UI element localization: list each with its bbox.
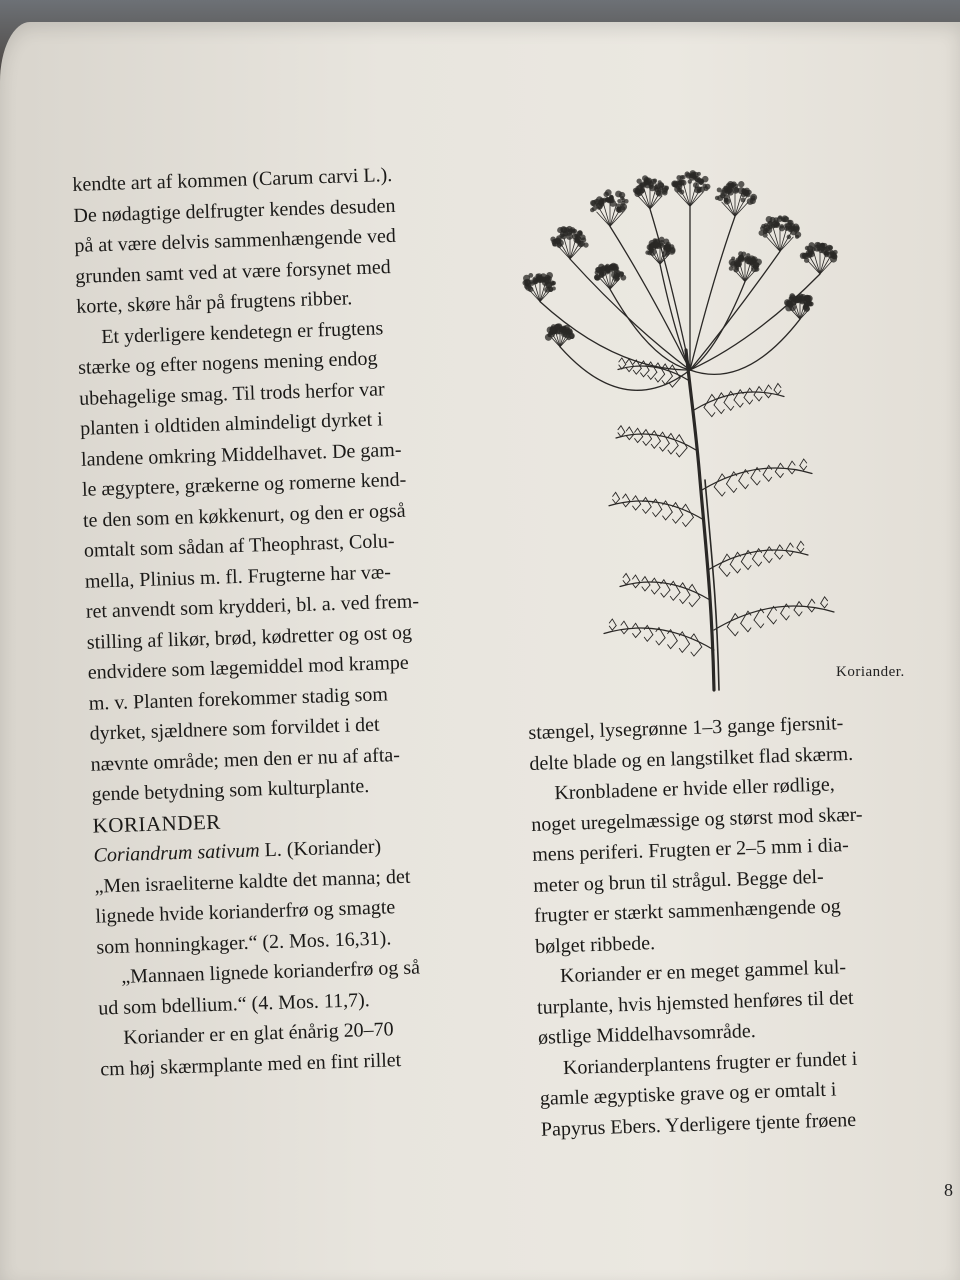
line: „Men israeliterne kaldte det manna; det <box>94 865 411 898</box>
paragraph-3 <box>99 1011 493 1084</box>
line: bølget ribbede. <box>534 931 656 958</box>
paragraph-1 <box>72 158 469 323</box>
line: Korianderplantens frugter er fundet i <box>562 1047 858 1079</box>
line: De nødagtige delfrugter kendes desuden <box>73 194 396 227</box>
line: te den som en køkkenurt, og den er også <box>82 499 406 532</box>
line: mens periferi. Frugten er 2–5 mm i dia- <box>531 833 850 866</box>
page-number: 8 <box>944 1180 953 1200</box>
species-latin: Coriandrum sativum <box>93 839 260 867</box>
line: Et yderligere kendetegn er frugtens <box>100 316 384 348</box>
line: lignede hvide korianderfrø og smagte <box>95 896 396 928</box>
paragraph-2 <box>530 766 960 962</box>
line: „Mannaen lignede korianderfrø og så <box>121 956 421 988</box>
line: mella, Plinius m. fl. Frugterne har væ- <box>84 560 392 593</box>
line: landene omkring Middelhavet. De gam- <box>80 438 402 471</box>
figure-caption: Koriander. <box>836 664 905 680</box>
line: stilling af likør, brød, kødretter og ost og <box>86 621 413 654</box>
section-heading: KORIANDER <box>92 809 222 838</box>
line: grunden samt ved at være forsynet med <box>74 255 392 288</box>
line: Koriander er en glat énårig 20–70 <box>122 1018 394 1049</box>
paragraph-3 <box>536 949 960 1054</box>
line: stærke og efter nogens mening endog <box>77 347 378 379</box>
paragraph-2 <box>77 310 484 810</box>
line: ubehagelige smag. Til trods herfor var <box>78 377 385 410</box>
quote-1 <box>94 859 489 963</box>
line: stængel, lysegrønne 1–3 gange fjersnit- <box>528 712 844 744</box>
line: noget uregelmæssige og størst mod skær- <box>530 803 863 836</box>
line: le ægyptere, grækerne og romerne kend- <box>81 468 407 501</box>
line: nævnte område; men den er nu af afta- <box>90 743 401 776</box>
species-author: L. (Koriander) <box>259 835 382 862</box>
line: omtalt som sådan af Theophrast, Colu- <box>83 530 395 562</box>
right-text-column <box>528 705 960 1145</box>
paragraph-4 <box>539 1040 960 1145</box>
line: kendte art af kommen (Carum carvi L.). <box>72 163 393 196</box>
line: delte blade og en langstilket flad skærm. <box>529 742 854 775</box>
line: dyrket, sjældnere som forvildet i det <box>89 713 380 745</box>
line: ud som bdellium.“ (4. Mos. 11,7). <box>97 988 371 1020</box>
line: på at være delvis sammenhængende ved <box>74 224 397 257</box>
line: turplante, hvis hjemsted henføres til det <box>536 986 854 1019</box>
line: m. v. Planten forekommer stadig som <box>88 682 389 715</box>
line: som honningkager.“ (2. Mos. 16,31). <box>96 926 392 959</box>
line: gende betydning som kulturplante. <box>91 774 370 806</box>
line: meter og brun til strågul. Begge del- <box>532 865 824 897</box>
line: cm høj skærmplante med en fint rillet <box>99 1048 402 1081</box>
coriander-plant-icon <box>500 150 940 710</box>
line: planten i oldtiden almindeligt dyrket i <box>79 408 384 440</box>
line: gamle ægyptiske grave og er omtalt i <box>539 1078 837 1110</box>
line: Koriander er en meget gammel kul- <box>559 956 847 988</box>
left-text-column <box>72 158 493 1085</box>
line: ret anvendt som krydderi, bl. a. ved frem- <box>85 590 420 623</box>
line: frugter er stærkt sammenhængende og <box>533 895 842 927</box>
line: østlige Middelhavsområde. <box>537 1020 757 1049</box>
line: Kronbladene er hvide eller rødlige, <box>554 773 836 805</box>
line: Papyrus Ebers. Yderligere tjente frøene <box>540 1108 857 1141</box>
line: endvidere som lægemiddel mod krampe <box>87 651 410 684</box>
line: korte, skøre hår på frugtens ribber. <box>75 287 353 318</box>
